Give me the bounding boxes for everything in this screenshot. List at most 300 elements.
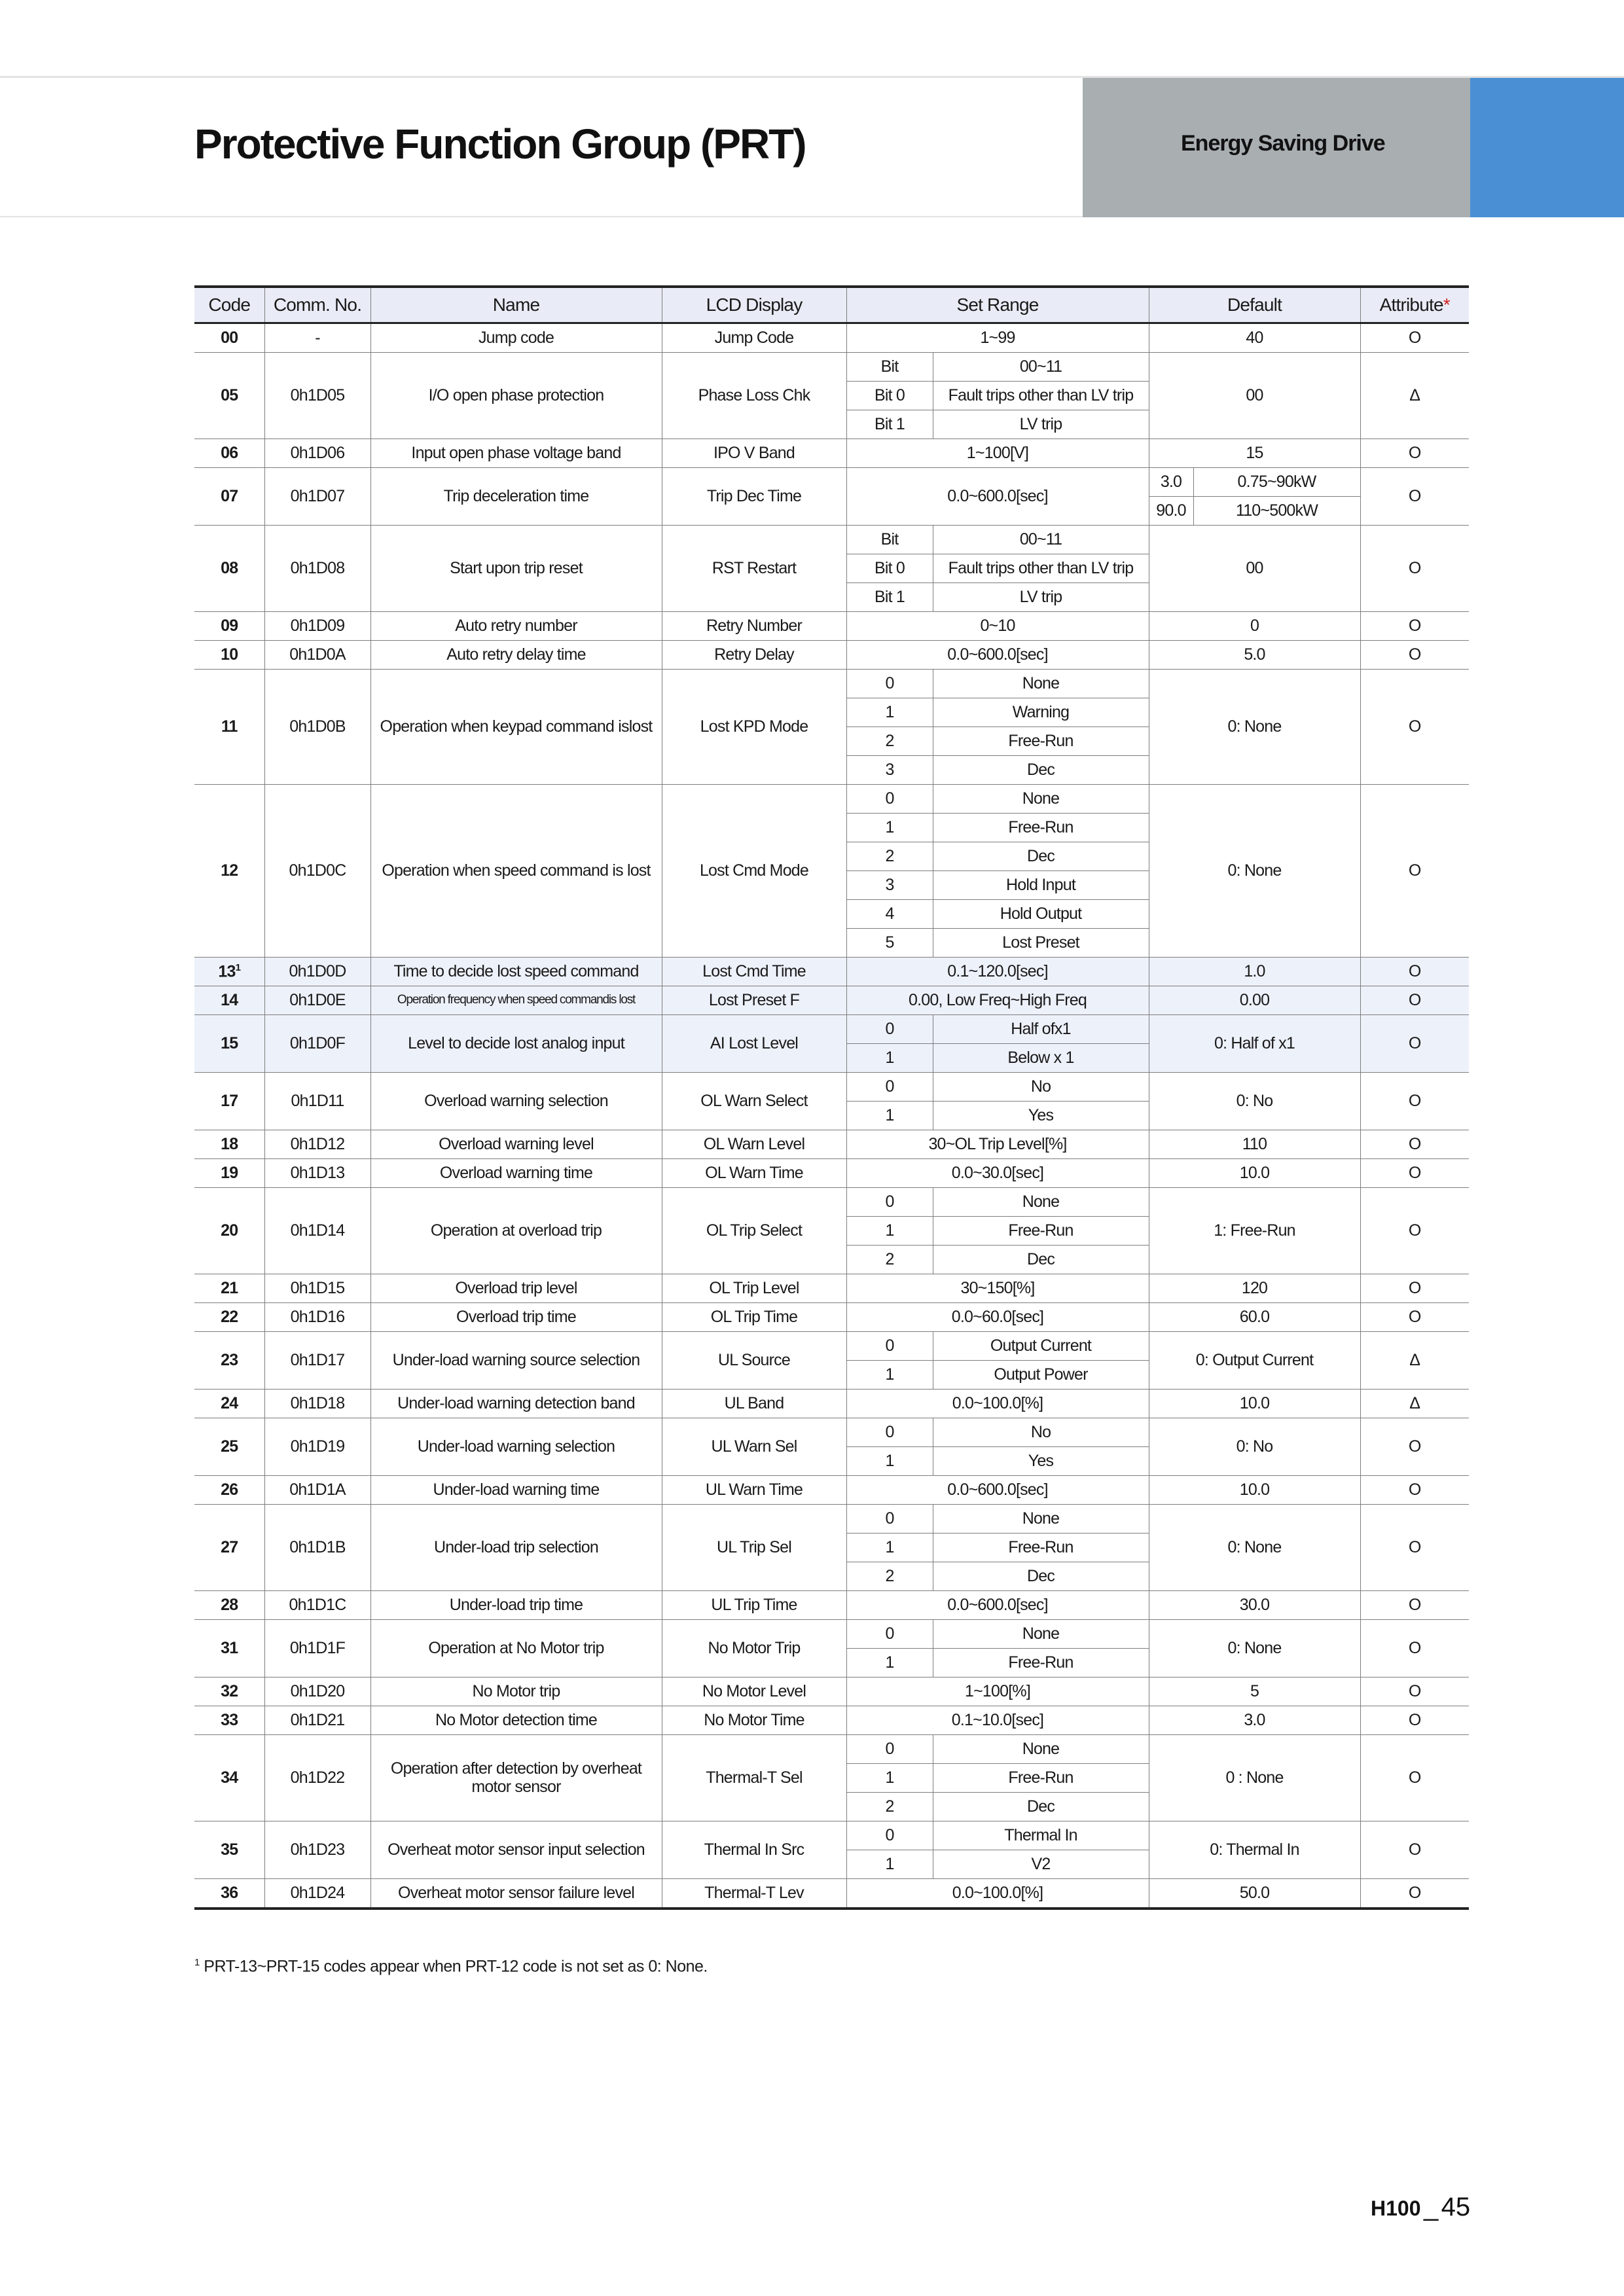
option-key: 0 (846, 1188, 933, 1217)
code-cell: 05 (194, 353, 264, 439)
attr-cell: O (1360, 1620, 1469, 1677)
option-value: None (933, 1620, 1149, 1649)
range-cell: 0.00, Low Freq~High Freq (846, 986, 1149, 1015)
table-row (194, 353, 1469, 382)
option-key: 1 (846, 1217, 933, 1246)
lcd-cell: Thermal In Src (662, 1821, 846, 1879)
attr-cell: O (1360, 1677, 1469, 1706)
range-cell: 0.0~100.0[%] (846, 1879, 1149, 1909)
name-cell: Under-load warning selection (370, 1418, 662, 1476)
attr-cell: O (1360, 468, 1469, 526)
lcd-cell: No Motor Time (662, 1706, 846, 1735)
option-value: Dec (933, 756, 1149, 785)
option-value: Warning (933, 698, 1149, 727)
default-cell: 10.0 (1149, 1476, 1360, 1505)
default-cell: 00 (1149, 526, 1360, 612)
protective-function-table (194, 285, 1469, 1910)
table-row (194, 1159, 1469, 1188)
default-cell: 1.0 (1149, 958, 1360, 986)
name-cell: Operation when speed command is lost (370, 785, 662, 958)
header-rule (0, 216, 1083, 217)
range-cell: 30~OL Trip Level[%] (846, 1130, 1149, 1159)
option-value: Thermal In (933, 1821, 1149, 1850)
comm-cell: 0h1D22 (264, 1735, 370, 1821)
table-row (194, 785, 1469, 814)
name-cell: Operation after detection by overheat motor sensor (370, 1735, 662, 1821)
option-key: 0 (846, 1418, 933, 1447)
attr-cell: O (1360, 1505, 1469, 1591)
comm-cell: 0h1D24 (264, 1879, 370, 1909)
table-row (194, 1188, 1469, 1217)
default-cell: 110 (1149, 1130, 1360, 1159)
option-key: 3 (846, 871, 933, 900)
option-value: Dec (933, 1793, 1149, 1821)
option-key: 2 (846, 842, 933, 871)
default-capacity: 0.75~90kW (1193, 468, 1360, 497)
name-cell: Overload warning time (370, 1159, 662, 1188)
option-value: Dec (933, 1246, 1149, 1274)
table-row (194, 1879, 1469, 1909)
option-value: LV trip (933, 583, 1149, 612)
name-cell: No Motor detection time (370, 1706, 662, 1735)
col-name: Name (370, 287, 662, 323)
page-title: Protective Function Group (PRT) (194, 120, 806, 168)
table-row (194, 1390, 1469, 1418)
range-cell: 0.0~600.0[sec] (846, 1591, 1149, 1620)
attr-cell: O (1360, 1274, 1469, 1303)
name-cell: No Motor trip (370, 1677, 662, 1706)
attr-cell: O (1360, 323, 1469, 353)
lcd-cell: Retry Number (662, 612, 846, 641)
option-key: Bit 1 (846, 410, 933, 439)
name-cell: Input open phase voltage band (370, 439, 662, 468)
table-row (194, 1476, 1469, 1505)
attr-cell: O (1360, 1188, 1469, 1274)
default-cell: 30.0 (1149, 1591, 1360, 1620)
page-num: 45 (1441, 2193, 1471, 2221)
range-cell: 0.0~100.0[%] (846, 1390, 1149, 1418)
comm-cell: 0h1D09 (264, 612, 370, 641)
option-value: Free-Run (933, 1534, 1149, 1562)
option-key: 1 (846, 1102, 933, 1130)
comm-cell: 0h1D17 (264, 1332, 370, 1390)
option-value: Dec (933, 842, 1149, 871)
option-value: Lost Preset (933, 929, 1149, 958)
col-comm-no: Comm. No. (264, 287, 370, 323)
code-cell: 32 (194, 1677, 264, 1706)
option-key: 0 (846, 1620, 933, 1649)
default-cell: 0.00 (1149, 986, 1360, 1015)
attr-cell: O (1360, 612, 1469, 641)
option-key: 0 (846, 1015, 933, 1044)
lcd-cell: No Motor Trip (662, 1620, 846, 1677)
option-key: 1 (846, 698, 933, 727)
footnote-marker: 1 (194, 1957, 200, 1968)
code-cell: 12 (194, 785, 264, 958)
default-cell: 00 (1149, 353, 1360, 439)
table-row (194, 439, 1469, 468)
option-key: 0 (846, 1332, 933, 1361)
comm-cell: 0h1D06 (264, 439, 370, 468)
option-value: Yes (933, 1102, 1149, 1130)
code-cell: 23 (194, 1332, 264, 1390)
option-key: 1 (846, 1850, 933, 1879)
default-cell: 10.0 (1149, 1159, 1360, 1188)
lcd-cell: UL Source (662, 1332, 846, 1390)
option-key: 1 (846, 1649, 933, 1677)
name-cell: Under-load warning detection band (370, 1390, 662, 1418)
lcd-cell: UL Warn Sel (662, 1418, 846, 1476)
lcd-cell: OL Trip Level (662, 1274, 846, 1303)
code-cell: 06 (194, 439, 264, 468)
name-cell: Under-load warning source selection (370, 1332, 662, 1390)
attr-cell: O (1360, 1130, 1469, 1159)
code-cell (194, 958, 264, 986)
range-cell: 0.0~600.0[sec] (846, 468, 1149, 526)
name-cell: Overheat motor sensor input selection (370, 1821, 662, 1879)
col-default: Default (1149, 287, 1360, 323)
header-blue-band (1470, 78, 1624, 217)
attr-cell: O (1360, 1706, 1469, 1735)
default-cell: 3.0 (1149, 1706, 1360, 1735)
default-cell: 15 (1149, 439, 1360, 468)
name-cell: Operation frequency when speed commandis lost (370, 986, 662, 1015)
option-value: Free-Run (933, 814, 1149, 842)
footnote (194, 1957, 708, 1976)
option-value: None (933, 1188, 1149, 1217)
name-cell: Operation at overload trip (370, 1188, 662, 1274)
name-cell: Overload warning level (370, 1130, 662, 1159)
comm-cell: 0h1D12 (264, 1130, 370, 1159)
attr-cell: O (1360, 526, 1469, 612)
option-key: 2 (846, 727, 933, 756)
option-key: Bit (846, 353, 933, 382)
option-key: Bit 0 (846, 554, 933, 583)
lcd-cell: RST Restart (662, 526, 846, 612)
default-cell: 60.0 (1149, 1303, 1360, 1332)
comm-cell: 0h1D1F (264, 1620, 370, 1677)
table-row (194, 1130, 1469, 1159)
code-cell: 14 (194, 986, 264, 1015)
table-row (194, 958, 1469, 986)
default-cell: 50.0 (1149, 1879, 1360, 1909)
lcd-cell: IPO V Band (662, 439, 846, 468)
option-key: 2 (846, 1562, 933, 1591)
option-value: No (933, 1073, 1149, 1102)
default-cell: 0 : None (1149, 1735, 1360, 1821)
range-cell: 0.0~600.0[sec] (846, 1476, 1149, 1505)
code-cell: 00 (194, 323, 264, 353)
option-key: Bit 1 (846, 583, 933, 612)
table-row (194, 1706, 1469, 1735)
option-key: 1 (846, 1044, 933, 1073)
default-value: 3.0 (1149, 468, 1193, 497)
default-cell: 0: None (1149, 1620, 1360, 1677)
table-row (194, 1418, 1469, 1447)
code-cell: 22 (194, 1303, 264, 1332)
lcd-cell: UL Trip Time (662, 1591, 846, 1620)
option-key: 1 (846, 814, 933, 842)
default-cell: 0 (1149, 612, 1360, 641)
option-key: 1 (846, 1534, 933, 1562)
table-row (194, 1274, 1469, 1303)
lcd-cell: Lost KPD Mode (662, 670, 846, 785)
comm-cell: - (264, 323, 370, 353)
table-row (194, 1303, 1469, 1332)
attr-cell: O (1360, 1015, 1469, 1073)
comm-cell: 0h1D13 (264, 1159, 370, 1188)
page-number (1371, 2193, 1470, 2222)
option-key: 5 (846, 929, 933, 958)
code-cell: 18 (194, 1130, 264, 1159)
comm-cell: 0h1D23 (264, 1821, 370, 1879)
range-cell: 0.1~120.0[sec] (846, 958, 1149, 986)
default-cell: 5 (1149, 1677, 1360, 1706)
code-cell: 09 (194, 612, 264, 641)
default-cell: 0: No (1149, 1073, 1360, 1130)
lcd-cell: UL Band (662, 1390, 846, 1418)
option-key: 4 (846, 900, 933, 929)
option-value: Free-Run (933, 727, 1149, 756)
option-value: No (933, 1418, 1149, 1447)
default-cell: 5.0 (1149, 641, 1360, 670)
option-key: 0 (846, 1821, 933, 1850)
option-value: Fault trips other than LV trip (933, 382, 1149, 410)
code-text: 13 (218, 961, 236, 980)
lcd-cell: OL Warn Level (662, 1130, 846, 1159)
default-cell: 10.0 (1149, 1390, 1360, 1418)
default-cell: 0: Half of x1 (1149, 1015, 1360, 1073)
comm-cell: 0h1D0A (264, 641, 370, 670)
name-cell: Overload trip time (370, 1303, 662, 1332)
option-value: Free-Run (933, 1649, 1149, 1677)
table-row (194, 1620, 1469, 1649)
name-cell: Operation at No Motor trip (370, 1620, 662, 1677)
lcd-cell: Trip Dec Time (662, 468, 846, 526)
default-value: 90.0 (1149, 497, 1193, 526)
name-cell: Overload trip level (370, 1274, 662, 1303)
attr-cell: O (1360, 1073, 1469, 1130)
code-cell: 31 (194, 1620, 264, 1677)
attribute-asterisk: * (1443, 294, 1450, 315)
range-cell: 30~150[%] (846, 1274, 1149, 1303)
comm-cell: 0h1D19 (264, 1418, 370, 1476)
comm-cell: 0h1D15 (264, 1274, 370, 1303)
option-key: 0 (846, 1735, 933, 1764)
range-cell: 1~99 (846, 323, 1149, 353)
comm-cell: 0h1D16 (264, 1303, 370, 1332)
name-cell: Overload warning selection (370, 1073, 662, 1130)
range-cell: 0.0~60.0[sec] (846, 1303, 1149, 1332)
lcd-cell: OL Warn Time (662, 1159, 846, 1188)
option-value: 00~11 (933, 353, 1149, 382)
option-value: None (933, 1505, 1149, 1534)
option-value: Yes (933, 1447, 1149, 1476)
comm-cell: 0h1D18 (264, 1390, 370, 1418)
option-value: Output Current (933, 1332, 1149, 1361)
comm-cell: 0h1D08 (264, 526, 370, 612)
name-cell: Under-load trip time (370, 1591, 662, 1620)
attr-cell: O (1360, 670, 1469, 785)
attr-cell: O (1360, 986, 1469, 1015)
name-cell: Trip deceleration time (370, 468, 662, 526)
table-row (194, 1677, 1469, 1706)
table-row (194, 641, 1469, 670)
comm-cell: 0h1D05 (264, 353, 370, 439)
attr-cell: O (1360, 1591, 1469, 1620)
option-key: 0 (846, 1073, 933, 1102)
comm-cell: 0h1D0D (264, 958, 370, 986)
lcd-cell: Lost Cmd Mode (662, 785, 846, 958)
name-cell: Level to decide lost analog input (370, 1015, 662, 1073)
default-cell: 0: Output Current (1149, 1332, 1360, 1390)
option-key: 0 (846, 785, 933, 814)
range-cell: 1~100[V] (846, 439, 1149, 468)
name-cell: Overheat motor sensor failure level (370, 1879, 662, 1909)
header-row (194, 287, 1469, 323)
table-row (194, 468, 1469, 497)
table-row (194, 323, 1469, 353)
range-cell: 1~100[%] (846, 1677, 1149, 1706)
default-cell: 0: None (1149, 1505, 1360, 1591)
attr-cell: Δ (1360, 1332, 1469, 1390)
attr-cell: O (1360, 785, 1469, 958)
table-row (194, 1821, 1469, 1850)
option-value: LV trip (933, 410, 1149, 439)
code-cell: 20 (194, 1188, 264, 1274)
lcd-cell: Phase Loss Chk (662, 353, 846, 439)
code-cell: 11 (194, 670, 264, 785)
attr-cell: O (1360, 1879, 1469, 1909)
lcd-cell: Lost Cmd Time (662, 958, 846, 986)
comm-cell: 0h1D20 (264, 1677, 370, 1706)
attr-cell: O (1360, 1418, 1469, 1476)
code-cell: 28 (194, 1591, 264, 1620)
comm-cell: 0h1D0E (264, 986, 370, 1015)
comm-cell: 0h1D11 (264, 1073, 370, 1130)
option-value: V2 (933, 1850, 1149, 1879)
code-cell: 34 (194, 1735, 264, 1821)
option-value: Hold Output (933, 900, 1149, 929)
range-cell: 0~10 (846, 612, 1149, 641)
col-attribute (1360, 287, 1469, 323)
option-value: Hold Input (933, 871, 1149, 900)
code-cell: 36 (194, 1879, 264, 1909)
table-row (194, 1505, 1469, 1534)
default-cell: 1: Free-Run (1149, 1188, 1360, 1274)
attr-cell: O (1360, 1303, 1469, 1332)
option-value: Below x 1 (933, 1044, 1149, 1073)
option-value: None (933, 785, 1149, 814)
lcd-cell: OL Trip Select (662, 1188, 846, 1274)
code-cell: 08 (194, 526, 264, 612)
table-row (194, 526, 1469, 554)
attribute-label: Attribute (1379, 294, 1443, 315)
lcd-cell: AI Lost Level (662, 1015, 846, 1073)
name-cell: Under-load warning time (370, 1476, 662, 1505)
code-cell: 35 (194, 1821, 264, 1879)
table-row (194, 1591, 1469, 1620)
lcd-cell: Thermal-T Sel (662, 1735, 846, 1821)
option-value: None (933, 1735, 1149, 1764)
option-value: Half ofx1 (933, 1015, 1149, 1044)
code-cell: 21 (194, 1274, 264, 1303)
comm-cell: 0h1D0F (264, 1015, 370, 1073)
comm-cell: 0h1D0C (264, 785, 370, 958)
lcd-cell: UL Trip Sel (662, 1505, 846, 1591)
name-cell: Jump code (370, 323, 662, 353)
code-cell: 07 (194, 468, 264, 526)
option-key: 0 (846, 1505, 933, 1534)
table-row (194, 670, 1469, 698)
lcd-cell: Jump Code (662, 323, 846, 353)
name-cell: Auto retry number (370, 612, 662, 641)
comm-cell: 0h1D21 (264, 1706, 370, 1735)
option-key: 1 (846, 1764, 933, 1793)
name-cell: Time to decide lost speed command (370, 958, 662, 986)
option-key: 3 (846, 756, 933, 785)
col-code: Code (194, 287, 264, 323)
name-cell: Under-load trip selection (370, 1505, 662, 1591)
table-row (194, 612, 1469, 641)
attr-cell: O (1360, 641, 1469, 670)
option-value: Dec (933, 1562, 1149, 1591)
lcd-cell: OL Trip Time (662, 1303, 846, 1332)
comm-cell: 0h1D1A (264, 1476, 370, 1505)
table-row (194, 1015, 1469, 1044)
comm-cell: 0h1D14 (264, 1188, 370, 1274)
code-cell: 27 (194, 1505, 264, 1591)
lcd-cell: UL Warn Time (662, 1476, 846, 1505)
attr-cell: Δ (1360, 353, 1469, 439)
default-cell: 0: No (1149, 1418, 1360, 1476)
default-cell: 0: None (1149, 785, 1360, 958)
attr-cell: O (1360, 958, 1469, 986)
attr-cell: Δ (1360, 1390, 1469, 1418)
attr-cell: O (1360, 439, 1469, 468)
range-cell: 0.1~10.0[sec] (846, 1706, 1149, 1735)
col-set-range: Set Range (846, 287, 1149, 323)
comm-cell: 0h1D07 (264, 468, 370, 526)
attr-cell: O (1360, 1159, 1469, 1188)
default-cell: 40 (1149, 323, 1360, 353)
option-value: Output Power (933, 1361, 1149, 1390)
lcd-cell: No Motor Level (662, 1677, 846, 1706)
code-cell: 19 (194, 1159, 264, 1188)
page-separator: _ (1423, 2193, 1439, 2221)
attr-cell: O (1360, 1476, 1469, 1505)
name-cell: Operation when keypad command islost (370, 670, 662, 785)
option-key: 1 (846, 1447, 933, 1476)
range-cell: 0.0~600.0[sec] (846, 641, 1149, 670)
option-key: 0 (846, 670, 933, 698)
option-key: 1 (846, 1361, 933, 1390)
code-cell: 24 (194, 1390, 264, 1418)
lcd-cell: Retry Delay (662, 641, 846, 670)
option-key: 2 (846, 1793, 933, 1821)
option-value: Free-Run (933, 1217, 1149, 1246)
code-cell: 17 (194, 1073, 264, 1130)
option-value: Free-Run (933, 1764, 1149, 1793)
footnote-mark: 1 (235, 961, 241, 973)
option-value: Fault trips other than LV trip (933, 554, 1149, 583)
name-cell: Auto retry delay time (370, 641, 662, 670)
comm-cell: 0h1D1C (264, 1591, 370, 1620)
code-cell: 26 (194, 1476, 264, 1505)
range-cell: 0.0~30.0[sec] (846, 1159, 1149, 1188)
footnote-text: PRT-13~PRT-15 codes appear when PRT-12 code is not set as 0: None. (204, 1957, 708, 1976)
default-capacity: 110~500kW (1193, 497, 1360, 526)
